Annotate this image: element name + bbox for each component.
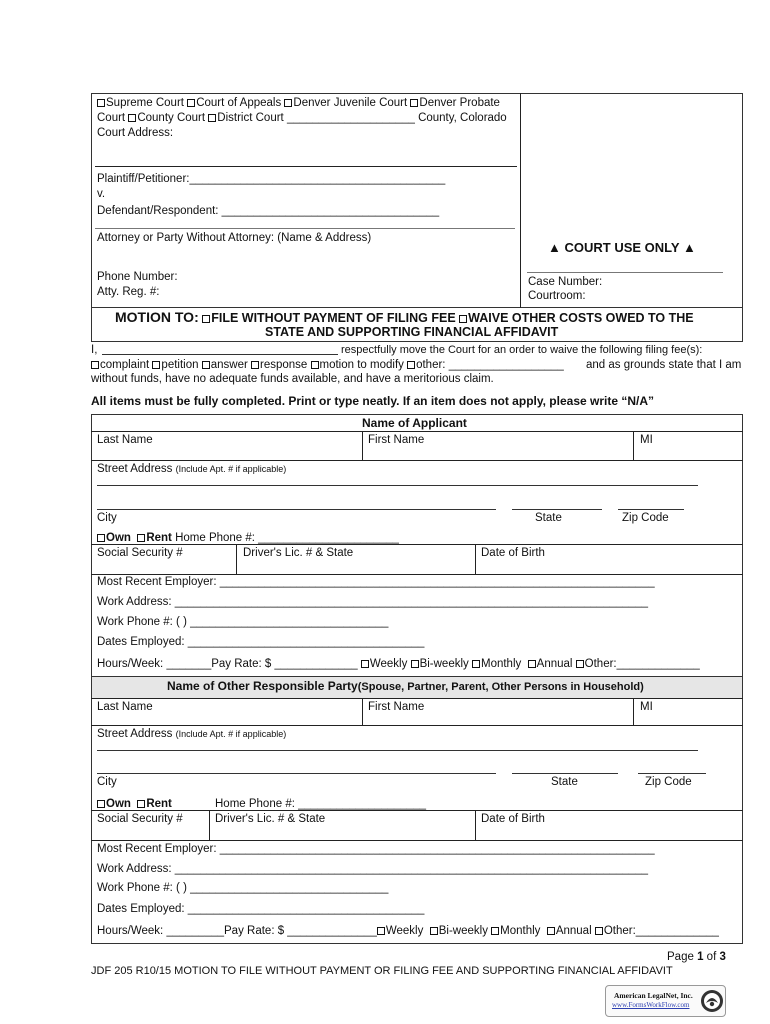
checkbox-denver-probate[interactable]	[410, 99, 418, 107]
applicant-housing: Own Rent Home Phone #: ______________________	[97, 531, 399, 545]
versus-label: v.	[97, 188, 106, 200]
checkbox-denver-juvenile[interactable]	[284, 99, 292, 107]
applicant-work-address[interactable]: Work Address: __________________________________________________________________________	[97, 596, 649, 608]
col-divider	[236, 544, 237, 574]
other-dates-employed[interactable]: Dates Employed: _____________________________________	[97, 903, 425, 915]
applicant-row-2	[91, 460, 743, 461]
defendant-line	[95, 228, 515, 229]
checkbox-court-of-appeals[interactable]	[187, 99, 195, 107]
other-dl[interactable]: Driver's Lic. # & State	[215, 813, 326, 825]
other-hours-pay: Hours/Week: _________Pay Rate: $ ______________ Weekly Bi-weekly Monthly Annual Other:_____________	[97, 925, 719, 937]
applicant-zip[interactable]: Zip Code	[622, 512, 669, 524]
applicant-city[interactable]: City	[97, 512, 117, 524]
applicant-work-phone[interactable]: Work Phone #: ( ) _______________________________	[97, 616, 389, 628]
other-employer[interactable]: Most Recent Employer: ____________________________________________________________________	[97, 843, 655, 855]
intro-fee-options: complaint petition answer response motion to modify other: __________________	[91, 358, 564, 372]
checkbox-file-without-fee[interactable]	[202, 315, 210, 323]
court-use-only: ▲ COURT USE ONLY ▲	[548, 240, 696, 255]
other-row-1	[91, 698, 743, 699]
checkbox-annual[interactable]	[528, 660, 536, 668]
checkbox-weekly[interactable]	[377, 927, 385, 935]
checkbox-response[interactable]	[251, 361, 259, 369]
intro-respectfully: respectfully move the Court for an order to waive the following filing fee(s):	[341, 344, 703, 356]
checkbox-monthly[interactable]	[472, 660, 480, 668]
checkbox-biweekly[interactable]	[411, 660, 419, 668]
other-work-address[interactable]: Work Address: __________________________________________________________________________	[97, 863, 649, 875]
other-city[interactable]: City	[97, 776, 117, 788]
col-divider	[475, 810, 476, 840]
defendant-field[interactable]: Defendant/Respondent: __________________________________	[97, 205, 440, 217]
atty-reg-label: Atty. Reg. #:	[97, 286, 160, 298]
checkbox-other-pay[interactable]	[576, 660, 584, 668]
instruction-text: All items must be fully completed. Print or type neatly. If an item does not apply, please write “N/A”	[91, 394, 655, 408]
checkbox-rent[interactable]	[137, 534, 145, 542]
intro-line3: without funds, have no adequate funds available, and have a meritorious claim.	[91, 373, 494, 385]
other-row-4	[91, 840, 743, 841]
checkbox-annual[interactable]	[547, 927, 555, 935]
checkbox-rent[interactable]	[137, 800, 145, 808]
checkbox-petition[interactable]	[152, 361, 160, 369]
checkbox-own[interactable]	[97, 800, 105, 808]
checkbox-other[interactable]	[407, 361, 415, 369]
state-line	[512, 509, 602, 510]
applicant-first-name[interactable]: First Name	[368, 434, 425, 446]
motion-title-line1: MOTION TO: FILE WITHOUT PAYMENT OF FILING FEE WAIVE OTHER COSTS OWED TO THE	[115, 309, 694, 325]
applicant-state[interactable]: State	[535, 512, 562, 524]
other-home-phone[interactable]: Home Phone #: ____________________	[215, 798, 427, 810]
applicant-mi[interactable]: MI	[640, 434, 653, 446]
intro-i: I,	[91, 344, 98, 356]
applicant-dob[interactable]: Date of Birth	[481, 547, 545, 559]
city-line	[97, 773, 496, 774]
caption-divider	[520, 93, 521, 308]
applicant-row-3	[91, 544, 743, 545]
courtroom-label[interactable]: Courtroom:	[528, 290, 586, 302]
other-first-name[interactable]: First Name	[368, 701, 425, 713]
applicant-row-1	[91, 431, 743, 432]
other-party-header: Name of Other Responsible Party(Spouse, Partner, Parent, Other Persons in Household)	[167, 679, 644, 693]
attorney-label: Attorney or Party Without Attorney: (Name & Address)	[97, 232, 372, 244]
checkbox-district-court[interactable]	[208, 114, 216, 122]
zip-line	[618, 509, 684, 510]
other-zip[interactable]: Zip Code	[645, 776, 692, 788]
col-divider	[209, 810, 210, 840]
other-row-3	[91, 810, 743, 811]
other-state[interactable]: State	[551, 776, 578, 788]
zip-line	[638, 773, 706, 774]
checkbox-other-pay[interactable]	[595, 927, 603, 935]
applicant-street[interactable]: Street Address (Include Apt. # if applicable)	[97, 463, 287, 475]
case-number-label[interactable]: Case Number:	[528, 276, 603, 288]
checkbox-answer[interactable]	[202, 361, 210, 369]
col-divider	[633, 431, 634, 460]
applicant-dl[interactable]: Driver's Lic. # & State	[243, 547, 354, 559]
motion-title-line2: STATE AND SUPPORTING FINANCIAL AFFIDAVIT	[265, 325, 559, 339]
logo-url[interactable]: www.FormsWorkFlow.com	[612, 1001, 690, 1009]
intro-grounds: and as grounds state that I am	[586, 359, 742, 371]
other-dob[interactable]: Date of Birth	[481, 813, 545, 825]
applicant-dates-employed[interactable]: Dates Employed: _____________________________________	[97, 636, 425, 648]
applicant-employer[interactable]: Most Recent Employer: ____________________________________________________________________	[97, 576, 655, 588]
phone-label: Phone Number:	[97, 271, 178, 283]
court-address-label: Court Address:	[97, 127, 174, 139]
checkbox-complaint[interactable]	[91, 361, 99, 369]
court-line-2: Court County Court District Court ____________________ County, Colorado	[97, 112, 507, 124]
checkbox-waive-other-costs[interactable]	[459, 315, 467, 323]
up-triangle-icon: ▲	[548, 240, 561, 255]
col-divider	[362, 698, 363, 725]
court-line-1: Supreme Court Court of Appeals Denver Juvenile Court Denver Probate	[97, 96, 500, 110]
state-line	[512, 773, 618, 774]
court-address-line	[95, 166, 517, 167]
street-line	[97, 750, 698, 751]
form-id: JDF 205 R10/15 MOTION TO FILE WITHOUT PAYMENT OR FILING FEE AND SUPPORTING FINANCIAL AFFIDAVIT	[91, 965, 673, 977]
other-housing: Own Rent	[97, 797, 172, 811]
other-street[interactable]: Street Address (Include Apt. # if applicable)	[97, 728, 287, 740]
intro-name-line[interactable]	[102, 354, 338, 355]
checkbox-own[interactable]	[97, 534, 105, 542]
street-line	[97, 485, 698, 486]
applicant-hours-pay: Hours/Week: _______Pay Rate: $ _____________ Weekly Bi-weekly Monthly Annual Other:_____________	[97, 658, 700, 670]
publisher-logo	[605, 985, 726, 1017]
checkbox-biweekly[interactable]	[430, 927, 438, 935]
applicant-ssn[interactable]: Social Security #	[97, 547, 183, 559]
logo-emblem-icon	[700, 989, 724, 1013]
checkbox-monthly[interactable]	[491, 927, 499, 935]
caption-box	[91, 93, 743, 308]
checkbox-supreme-court[interactable]	[97, 99, 105, 107]
up-triangle-icon: ▲	[682, 240, 696, 255]
other-work-phone[interactable]: Work Phone #: ( ) _______________________________	[97, 882, 389, 894]
checkbox-motion-to-modify[interactable]	[311, 361, 319, 369]
checkbox-county-court[interactable]	[128, 114, 136, 122]
other-ssn[interactable]: Social Security #	[97, 813, 183, 825]
other-last-name[interactable]: Last Name	[97, 701, 153, 713]
city-line	[97, 509, 496, 510]
col-divider	[633, 698, 634, 725]
applicant-header: Name of Applicant	[362, 416, 467, 430]
other-row-2	[91, 725, 743, 726]
logo-name: American LegalNet, Inc.	[614, 991, 693, 1000]
other-mi[interactable]: MI	[640, 701, 653, 713]
col-divider	[362, 431, 363, 460]
court-use-line	[527, 272, 723, 273]
plaintiff-field[interactable]: Plaintiff/Petitioner:________________________________________	[97, 173, 446, 185]
page-number: Page 1 of 3	[667, 951, 726, 963]
col-divider	[475, 544, 476, 574]
checkbox-weekly[interactable]	[361, 660, 369, 668]
applicant-last-name[interactable]: Last Name	[97, 434, 153, 446]
